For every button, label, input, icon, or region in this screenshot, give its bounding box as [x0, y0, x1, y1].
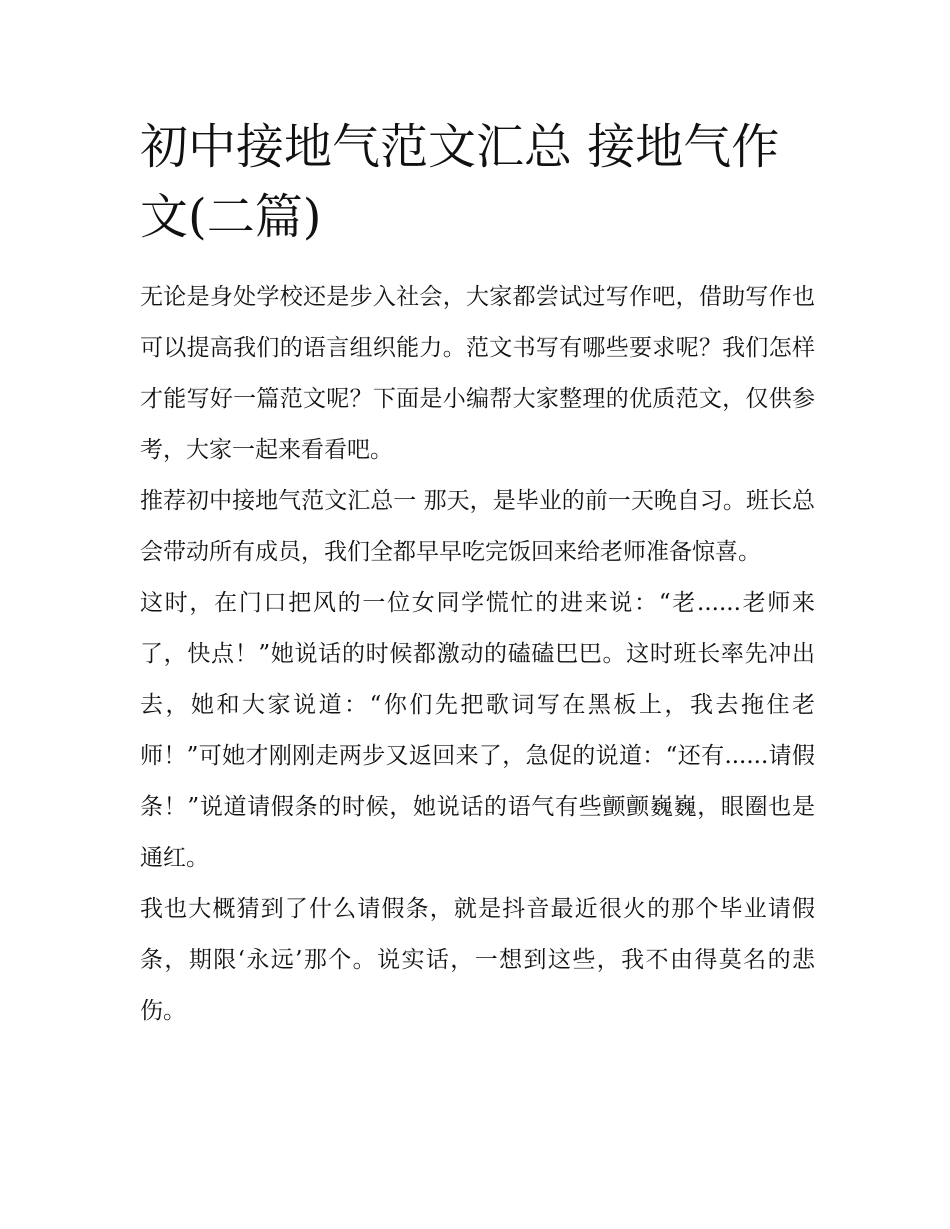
paragraph: 推荐初中接地气范文汇总一 那天，是毕业的前一天晚自习。班长总会带动所有成员，我们全都早早吃完饭回来给老师准备惊喜。: [140, 488, 815, 565]
paragraph: 我也大概猜到了什么请假条，就是抖音最近很火的那个毕业请假条，期限‘永远’那个。说实话，一想到这些，我不由得莫名的悲伤。: [140, 896, 815, 1024]
paragraph: 无论是身处学校还是步入社会，大家都尝试过写作吧，借助写作也可以提高我们的语言组织能力。范文书写有哪些要求呢？我们怎样才能写好一篇范文呢？下面是小编帮大家整理的优质范文，仅供参考，大家一起来看看吧。: [140, 284, 815, 463]
document-title: 初中接地气范文汇总 接地气作文(二篇): [140, 119, 780, 245]
paragraph: 这时，在门口把风的一位女同学慌忙的进来说：“老......老师来了，快点！”她说话的时候都激动的磕磕巴巴。这时班长率先冲出去，她和大家说道：“你们先把歌词写在黑板上，我去拖住老师！”可她才刚刚走两步又返回来了，急促的说道：“还有......请假条！”说道请假条的时候，她说话的语气有些颤颤巍巍，眼圈也是通红。: [140, 590, 815, 871]
document-body: [140, 272, 815, 1037]
document-page: [140, 112, 815, 1037]
